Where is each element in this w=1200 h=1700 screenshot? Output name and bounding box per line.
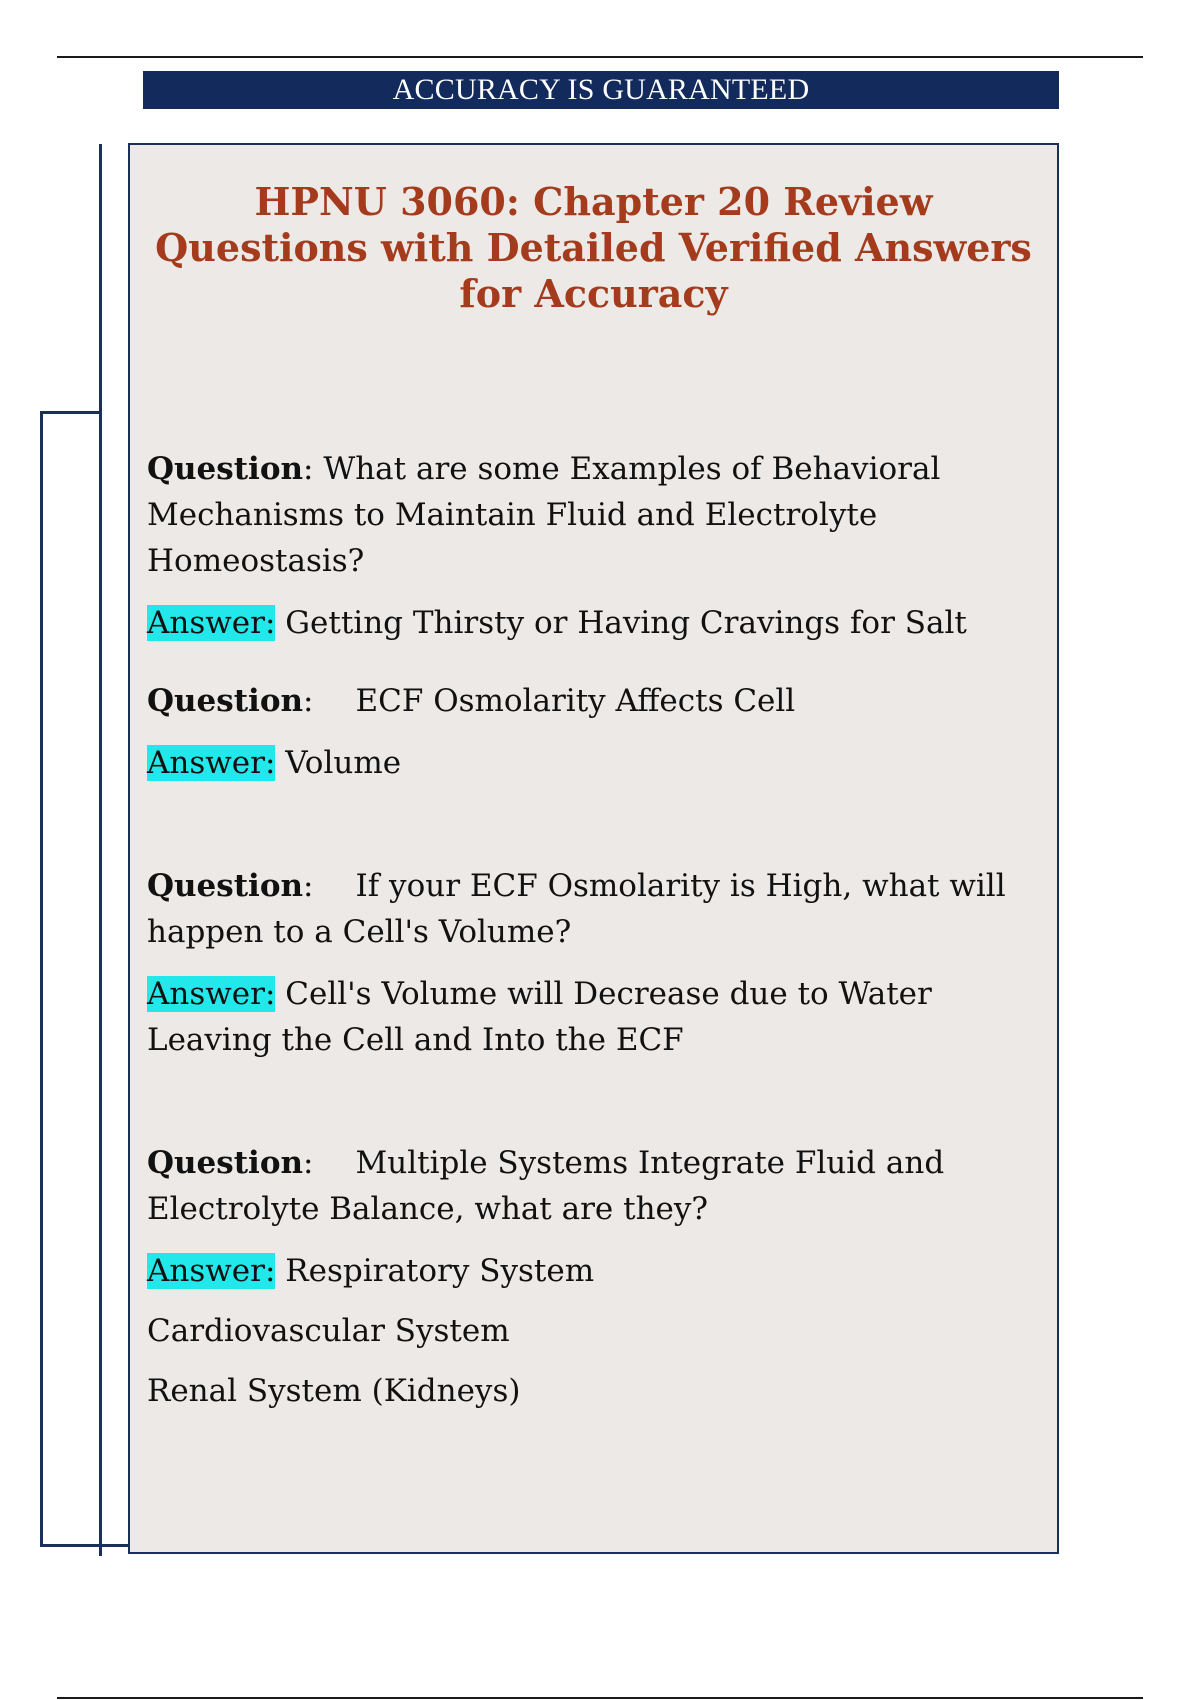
- qa-item: [147, 1140, 1047, 1414]
- answer-continuation: Renal System (Kidneys): [147, 1373, 521, 1409]
- answer: [147, 740, 1047, 786]
- question-text: What are some Examples of Behavioral Mechanisms to Maintain Fluid and Electrolyte Homeostasis?: [147, 451, 941, 579]
- answer-text: Cell's Volume will Decrease due to Water Leaving the Cell and Into the ECF: [147, 976, 932, 1058]
- qa-item: [147, 446, 1047, 646]
- answer-label: Answer:: [147, 605, 276, 641]
- question-text: Multiple Systems Integrate Fluid and Electrolyte Balance, what are they?: [147, 1145, 945, 1227]
- question-label: Question: [147, 451, 304, 487]
- answer: [147, 971, 1047, 1063]
- answer-text: Respiratory System: [285, 1253, 595, 1289]
- decorative-frame-line: [42, 411, 100, 414]
- question-text: ECF Osmolarity Affects Cell: [355, 683, 796, 719]
- question-text: If your ECF Osmolarity is High, what will happen to a Cell's Volume?: [147, 868, 1006, 950]
- answer-text: Getting Thirsty or Having Cravings for Salt: [285, 605, 967, 641]
- answer: [147, 1248, 1047, 1294]
- top-rule: [57, 56, 1143, 58]
- decorative-frame-line: [99, 144, 102, 1556]
- answer-label: Answer:: [147, 976, 276, 1012]
- question: Question: If your ECF Osmolarity is High, what will happen to a Cell's Volume?: [147, 868, 1006, 950]
- qa-item: [147, 863, 1047, 1063]
- answer-label: Answer:: [147, 1253, 276, 1289]
- decorative-frame-line: [40, 411, 43, 1547]
- qa-item: [147, 678, 1047, 786]
- content-card: [128, 143, 1059, 1554]
- question-label: Question: [147, 683, 304, 719]
- question: Question: What are some Examples of Behavioral Mechanisms to Maintain Fluid and Electrolyte Homeostasis?: [147, 451, 941, 579]
- question-label: Question: [147, 868, 304, 904]
- question: Question: ECF Osmolarity Affects Cell: [147, 683, 796, 719]
- question: Question: Multiple Systems Integrate Fluid and Electrolyte Balance, what are they?: [147, 1145, 945, 1227]
- question-label: Question: [147, 1145, 304, 1181]
- bottom-rule: [57, 1697, 1143, 1699]
- document-title: HPNU 3060: Chapter 20 Review Questions with Detailed Verified Answers for Accuracy: [155, 179, 1032, 316]
- answer-label: Answer:: [147, 745, 276, 781]
- answer-continuation: Cardiovascular System: [147, 1313, 510, 1349]
- guarantee-banner: ACCURACY IS GUARANTEED: [143, 71, 1059, 109]
- answer-text: Volume: [285, 745, 402, 781]
- answer: [147, 600, 1047, 646]
